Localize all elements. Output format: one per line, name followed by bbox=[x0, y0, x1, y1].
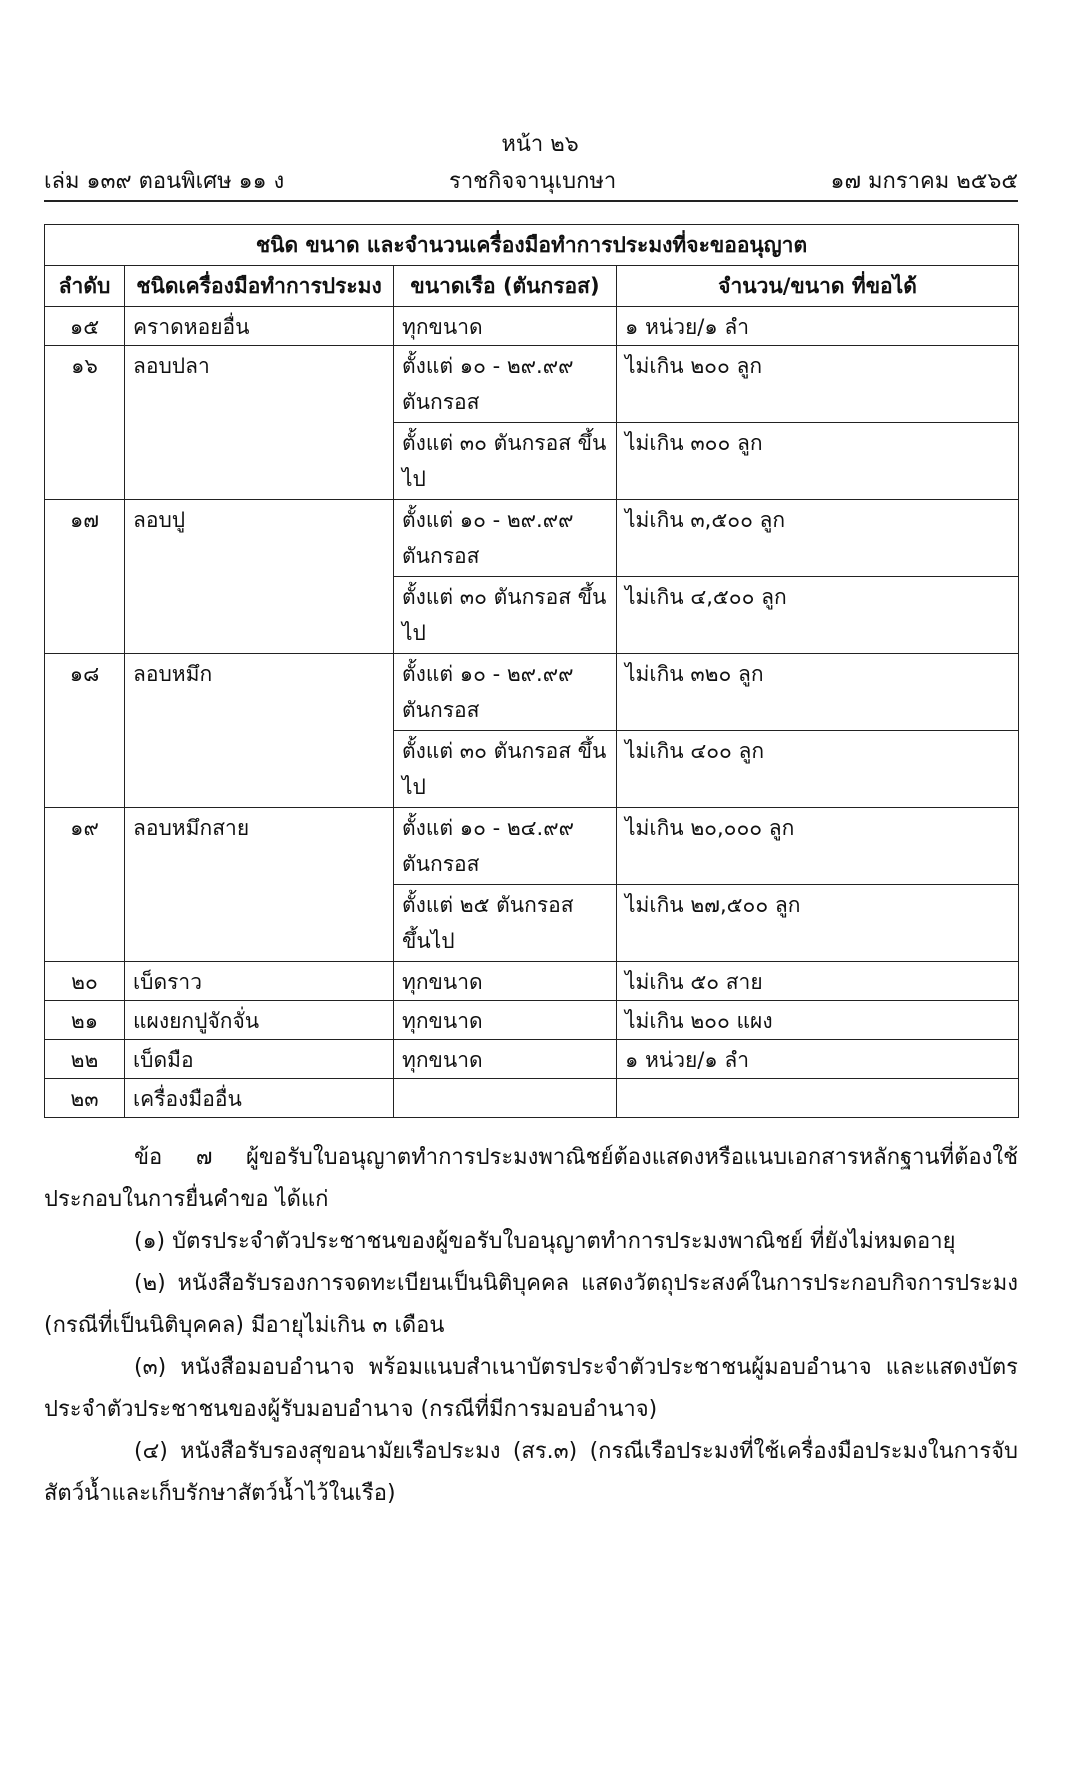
fishing-gear-table bbox=[44, 224, 1019, 1118]
permitted-quantity: ไม่เกิน ๔,๕๐๐ ลูก bbox=[617, 577, 1019, 654]
vessel-size: ทุกขนาด bbox=[394, 307, 617, 346]
publication-date: ๑๗ มกราคม ๒๕๖๕ bbox=[830, 169, 1018, 194]
table-row bbox=[45, 500, 1019, 577]
gazette-header bbox=[44, 163, 1018, 199]
permitted-quantity: ไม่เกิน ๒๗,๕๐๐ ลูก bbox=[617, 885, 1019, 962]
gear-type: คราดหอยอื่น bbox=[125, 307, 394, 346]
clause-7-intro: ข้อ ๗ ผู้ขอรับใบอนุญาตทำการประมงพาณิชย์ต้องแสดงหรือแนบเอกสารหลักฐานที่ต้องใช้ประกอบในการยื่นคำขอ ได้แก่ bbox=[44, 1145, 1018, 1212]
header-divider bbox=[44, 200, 1018, 202]
permitted-quantity: ไม่เกิน ๒๐๐ ลูก bbox=[617, 346, 1019, 423]
gear-type: ลอบปลา bbox=[125, 346, 394, 500]
permitted-quantity bbox=[617, 1079, 1019, 1118]
vessel-size: ตั้งแต่ ๓๐ ตันกรอส ขึ้นไป bbox=[394, 423, 617, 500]
gear-type: เครื่องมืออื่น bbox=[125, 1079, 394, 1118]
row-number: ๑๙ bbox=[45, 808, 125, 962]
row-number: ๒๒ bbox=[45, 1040, 125, 1079]
volume-issue: เล่ม ๑๓๙ ตอนพิเศษ ๑๑ ง bbox=[44, 169, 285, 194]
clause-item-1: (๑) บัตรประจำตัวประชาชนของผู้ขอรับใบอนุญาตทำการประมงพาณิชย์ ที่ยังไม่หมดอายุ bbox=[134, 1229, 956, 1254]
permitted-quantity: ไม่เกิน ๓,๕๐๐ ลูก bbox=[617, 500, 1019, 577]
vessel-size: ตั้งแต่ ๒๕ ตันกรอส ขึ้นไป bbox=[394, 885, 617, 962]
vessel-size: ตั้งแต่ ๑๐ - ๒๙.๙๙ ตันกรอส bbox=[394, 346, 617, 423]
vessel-size: ทุกขนาด bbox=[394, 1040, 617, 1079]
vessel-size: ตั้งแต่ ๓๐ ตันกรอส ขึ้นไป bbox=[394, 731, 617, 808]
column-header-gear-type: ชนิดเครื่องมือทำการประมง bbox=[125, 266, 394, 307]
column-header-quantity: จำนวน/ขนาด ที่ขอได้ bbox=[617, 266, 1019, 307]
table-row bbox=[45, 346, 1019, 423]
permitted-quantity: ไม่เกิน ๓๐๐ ลูก bbox=[617, 423, 1019, 500]
gear-type: ลอบหมึก bbox=[125, 654, 394, 808]
vessel-size: ตั้งแต่ ๑๐ - ๒๙.๙๙ ตันกรอส bbox=[394, 500, 617, 577]
row-number: ๑๗ bbox=[45, 500, 125, 654]
row-number: ๑๕ bbox=[45, 307, 125, 346]
table-row bbox=[45, 1001, 1019, 1040]
row-number: ๒๐ bbox=[45, 962, 125, 1001]
row-number: ๑๘ bbox=[45, 654, 125, 808]
vessel-size bbox=[394, 1079, 617, 1118]
gear-type: เบ็ดมือ bbox=[125, 1040, 394, 1079]
vessel-size: ตั้งแต่ ๑๐ - ๒๙.๙๙ ตันกรอส bbox=[394, 654, 617, 731]
column-header-no: ลำดับ bbox=[45, 266, 125, 307]
permitted-quantity: ไม่เกิน ๔๐๐ ลูก bbox=[617, 731, 1019, 808]
table-row bbox=[45, 654, 1019, 731]
table-row bbox=[45, 808, 1019, 885]
clause-item-4: (๔) หนังสือรับรองสุขอนามัยเรือประมง (สร.๓) (กรณีเรือประมงที่ใช้เครื่องมือประมงในการจับสัตว์น้ำและเก็บรักษาสัตว์น้ำไว้ในเรือ) bbox=[44, 1439, 1018, 1506]
column-header-vessel-size: ขนาดเรือ (ตันกรอส) bbox=[394, 266, 617, 307]
vessel-size: ทุกขนาด bbox=[394, 962, 617, 1001]
gear-type: แผงยกปูจักจั่น bbox=[125, 1001, 394, 1040]
table-caption: ชนิด ขนาด และจำนวนเครื่องมือทำการประมงที่จะขออนุญาต bbox=[45, 225, 1019, 266]
table-row bbox=[45, 1040, 1019, 1079]
clause-item-3: (๓) หนังสือมอบอำนาจ พร้อมแนบสำเนาบัตรประจำตัวประชาชนผู้มอบอำนาจ และแสดงบัตรประจำตัวประชาชนของผู้รับมอบอำนาจ (กรณีที่มีการมอบอำนาจ) bbox=[44, 1355, 1018, 1422]
gazette-title: ราชกิจจานุเบกษา bbox=[449, 169, 617, 194]
vessel-size: ทุกขนาด bbox=[394, 1001, 617, 1040]
gear-type: ลอบหมึกสาย bbox=[125, 808, 394, 962]
permitted-quantity: ไม่เกิน ๒๐,๐๐๐ ลูก bbox=[617, 808, 1019, 885]
table-row bbox=[45, 1079, 1019, 1118]
permitted-quantity: ไม่เกิน ๒๐๐ แผง bbox=[617, 1001, 1019, 1040]
vessel-size: ตั้งแต่ ๓๐ ตันกรอส ขึ้นไป bbox=[394, 577, 617, 654]
row-number: ๒๑ bbox=[45, 1001, 125, 1040]
vessel-size: ตั้งแต่ ๑๐ - ๒๔.๙๙ ตันกรอส bbox=[394, 808, 617, 885]
row-number: ๑๖ bbox=[45, 346, 125, 500]
table-row bbox=[45, 962, 1019, 1001]
permitted-quantity: ๑ หน่วย/๑ ลำ bbox=[617, 1040, 1019, 1079]
permitted-quantity: ไม่เกิน ๓๒๐ ลูก bbox=[617, 654, 1019, 731]
permitted-quantity: ไม่เกิน ๕๐ สาย bbox=[617, 962, 1019, 1001]
table-body bbox=[45, 307, 1019, 1118]
row-number: ๒๓ bbox=[45, 1079, 125, 1118]
clause-item-2: (๒) หนังสือรับรองการจดทะเบียนเป็นนิติบุคคล แสดงวัตถุประสงค์ในการประกอบกิจการประมง (กรณีที่เป็นนิติบุคคล) มีอายุไม่เกิน ๓ เดือน bbox=[44, 1271, 1018, 1338]
table-row bbox=[45, 307, 1019, 346]
gear-type: เบ็ดราว bbox=[125, 962, 394, 1001]
gear-type: ลอบปู bbox=[125, 500, 394, 654]
clause-7-section bbox=[44, 1137, 1018, 1515]
permitted-quantity: ๑ หน่วย/๑ ลำ bbox=[617, 307, 1019, 346]
page-number: หน้า ๒๖ bbox=[501, 132, 579, 157]
